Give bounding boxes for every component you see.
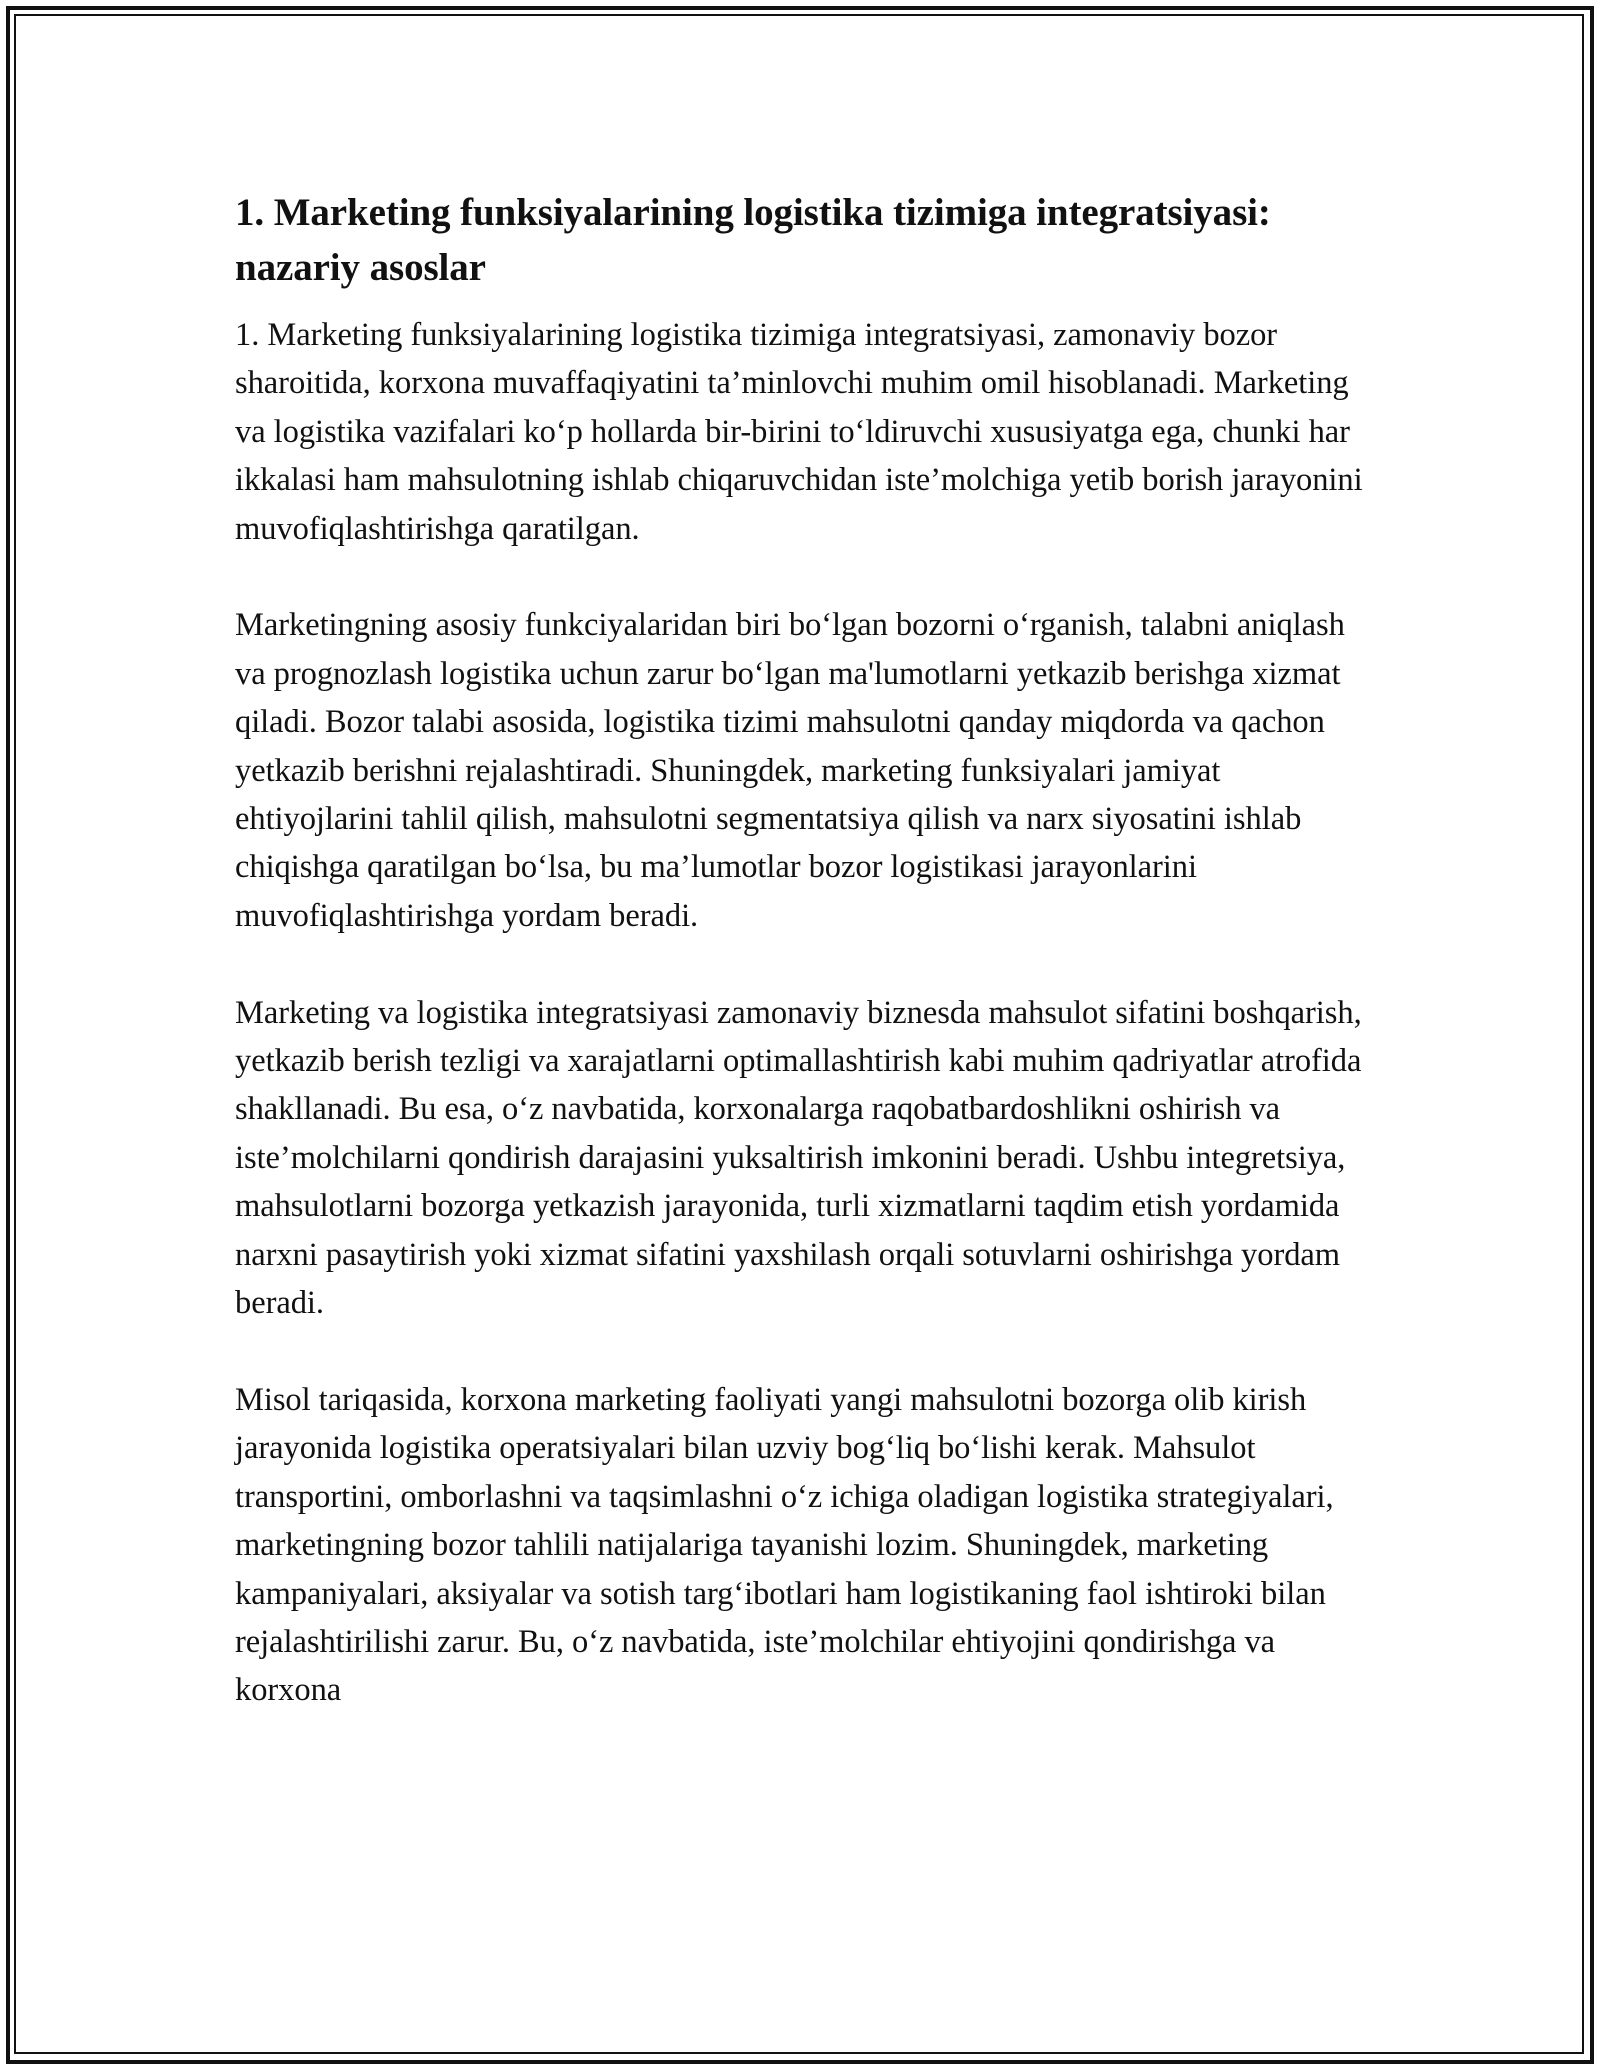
paragraph-2: Marketingning asosiy funkciyalaridan biri bo‘lgan bozorni o‘rganish, talabni aniqlash va prognozlash logistika uchun zarur bo‘lgan ma'lumotlarni yetkazib berishga xizmat qiladi. Bozor talabi asosida, logistika tizimi mahsulotni qanday miqdorda va qachon yetkazib berishni rejalashtiradi. Shuningdek, marketing funksiyalari jamiyat ehtiyojlarini tahlil qilish, mahsulotni segmentatsiya qilish va narx siyosatini ishlab chiqishga qaratilgan bo‘lsa, bu ma’lumotlar bozor logistikasi jarayonlarini muvofiqlashtirishga yordam beradi.	[235, 607, 1345, 934]
paragraph-3: Marketing va logistika integratsiyasi zamonaviy biznesda mahsulot sifatini boshqarish, yetkazib berish tezligi va xarajatlarni optimallashtirish kabi muhim qadriyatlar atrofida shakllanadi. Bu esa, o‘z navbatida, korxonalarga raqobatbardoshlikni oshirish va iste’molchilarni qondirish darajasini yuksaltirish imkonini beradi. Ushbu integretsiya, mahsulotlarni bozorga yetkazish jarayonida, turli xizmatlarni taqdim etish yordamida narxni pasaytirish yoki xizmat sifatini yaxshilash orqali sotuvlarni oshirishga yordam beradi.	[235, 994, 1362, 1322]
paragraph-1: 1. Marketing funksiyalarining logistika tizimiga integratsiyasi, zamonaviy bozor sharoitida, korxona muvaffaqiyatini ta’minlovchi muhim omil hisoblanadi. Marketing va logistika vazifalari ko‘p hollarda bir-birini to‘ldiruvchi xususiyatga ega, chunki har ikkalasi ham mahsulotning ishlab chiqaruvchidan iste’molchiga yetib borish jarayonini muvofiqlashtirishga qaratilgan.	[235, 317, 1363, 547]
section-heading: 1. Marketing funksiyalarining logistika tizimiga integratsiyasi: nazariy asoslar	[235, 191, 1271, 289]
paragraph-4: Misol tariqasida, korxona marketing faoliyati yangi mahsulotni bozorga olib kirish jarayonida logistika operatsiyalari bilan uzviy bog‘liq bo‘lishi kerak. Mahsulot transportini, omborlashni va taqsimlashni o‘z ichiga oladigan logistika strategiyalari, marketingning bozor tahlili natijalariga tayanishi lozim. Shuningdek, marketing kampaniyalari, aksiyalar va sotish targ‘ibotlari ham logistikaning faol ishtiroki bilan rejalashtirilishi zarur. Bu, o‘z navbatida, iste’molchilar ehtiyojini qondirishga va korxona	[235, 1381, 1334, 1709]
document-page	[235, 185, 1375, 1715]
